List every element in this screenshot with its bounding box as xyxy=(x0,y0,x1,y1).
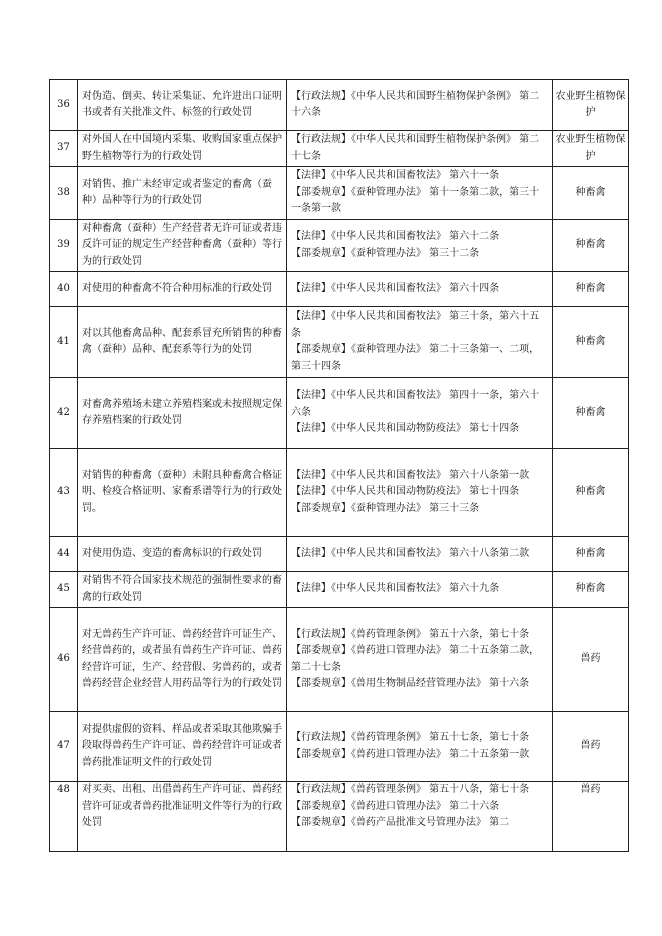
table-row xyxy=(50,712,629,782)
penalty-item: 对外国人在中国境内采集、收购国家重点保护野生植物等行为的行政处罚 xyxy=(78,131,287,167)
penalty-item: 对无兽药生产许可证、兽药经营许可证生产、经营兽药的，或者虽有兽药生产许可证、兽药经营许可证，生产、经营假、劣兽药的，或者兽药经营企业经营人用药品等行为的行政处罚 xyxy=(78,608,287,712)
basis-line: 【部委规章】《兽药进口管理办法》 第二十五条第二款，第二十七条 xyxy=(291,645,540,673)
category: 种畜禽 xyxy=(553,272,629,307)
legal-basis xyxy=(287,272,553,307)
basis-line: 【部委规章】《兽药产品批准文号管理办法》 第二 xyxy=(291,817,510,828)
table-row xyxy=(50,220,629,272)
legal-basis xyxy=(287,307,553,378)
basis-line: 【法律】《中华人民共和国畜牧法》 第四十一条，第六十六条 xyxy=(291,390,540,418)
basis-line: 【行政法规】《兽药管理条例》 第五十六条，第七十条 xyxy=(291,628,530,640)
table-row xyxy=(50,307,629,378)
category: 种畜禽 xyxy=(553,167,629,220)
basis-line: 【部委规章】《兽药进口管理办法》 第二十五条第一款 xyxy=(291,748,530,760)
legal-basis xyxy=(287,712,553,782)
legal-basis xyxy=(287,80,553,131)
penalty-item: 对销售不符合国家技术规范的强制性要求的畜禽的行政处罚 xyxy=(78,572,287,608)
basis-line: 【法律】《中华人民共和国畜牧法》 第三十条，第六十五条 xyxy=(291,311,540,339)
basis-line: 【行政法规】《兽药管理条例》 第五十七条，第七十条 xyxy=(291,732,530,743)
category: 兽药 xyxy=(553,782,629,852)
penalty-item: 对畜禽养殖场未建立养殖档案或未按照规定保存养殖档案的行政处罚 xyxy=(78,378,287,449)
basis-line: 【法律】《中华人民共和国畜牧法》 第六十一条 xyxy=(291,170,500,182)
category: 种畜禽 xyxy=(553,572,629,608)
penalty-item: 对伪造、倒卖、转让采集证、允许进出口证明书或者有关批准文件、标签的行政处罚 xyxy=(78,80,287,131)
penalty-item: 对使用伪造、变造的畜禽标识的行政处罚 xyxy=(78,537,287,572)
basis-line: 【部委规章】《蚕种管理办法》 第二十三条第一、二项，第三十四条 xyxy=(291,344,540,372)
penalty-item: 对使用的种畜禽不符合种用标准的行政处罚 xyxy=(78,272,287,307)
table-row xyxy=(50,608,629,712)
row-number: 48 xyxy=(50,782,78,852)
legal-basis xyxy=(287,220,553,272)
penalty-item: 对以其他畜禽品种、配套系冒充所销售的种畜禽（蚕种）品种、配套系等行为的处罚 xyxy=(78,307,287,378)
penalty-item: 对提供虚假的资料、样品或者采取其他欺骗手段取得兽药生产许可证、兽药经营许可证或者兽药批准证明文件的行政处罚 xyxy=(78,712,287,782)
basis-line: 【部委规章】《蚕种管理办法》 第十一条第二款，第三十一条第一款 xyxy=(291,186,540,215)
row-number: 45 xyxy=(50,572,78,608)
table-row xyxy=(50,272,629,307)
penalty-item: 对销售、推广未经审定或者鉴定的畜禽（蚕种）品种等行为的行政处罚 xyxy=(78,167,287,220)
row-number: 39 xyxy=(50,220,78,272)
category: 农业野生植物保护 xyxy=(553,131,629,167)
basis-line: 【法律】《中华人民共和国畜牧法》 第六十四条 xyxy=(291,282,500,294)
legal-basis xyxy=(287,608,553,712)
basis-line: 【行政法规】《中华人民共和国野生植物保护条例》 第二十六条 xyxy=(291,90,540,118)
penalty-item: 对种畜禽（蚕种）生产经营者无许可证或者违反许可证的规定生产经营种畜禽（蚕种）等行为的行政处罚 xyxy=(78,220,287,272)
legal-basis xyxy=(287,449,553,537)
table-row xyxy=(50,167,629,220)
category: 种畜禽 xyxy=(553,378,629,449)
basis-line: 【行政法规】《中华人民共和国野生植物保护条例》 第二十七条 xyxy=(291,134,540,162)
basis-line: 【部委规章】《兽药进口管理办法》 第二十六条 xyxy=(291,800,500,812)
legal-basis xyxy=(287,167,553,220)
basis-line: 【法律】《中华人民共和国动物防疫法》 第七十四条 xyxy=(291,486,520,498)
row-number: 36 xyxy=(50,80,78,131)
row-number: 43 xyxy=(50,449,78,537)
basis-line: 【部委规章】《蚕种管理办法》 第三十三条 xyxy=(291,502,480,514)
legal-basis xyxy=(287,378,553,449)
row-number: 37 xyxy=(50,131,78,167)
basis-line: 【法律】《中华人民共和国动物防疫法》 第七十四条 xyxy=(291,423,520,435)
legal-basis xyxy=(287,537,553,572)
basis-line: 【行政法规】《兽药管理条例》 第五十八条，第七十条 xyxy=(291,784,530,795)
basis-line: 【法律】《中华人民共和国畜牧法》 第六十二条 xyxy=(291,231,500,242)
category: 兽药 xyxy=(553,712,629,782)
category: 种畜禽 xyxy=(553,449,629,537)
row-number: 46 xyxy=(50,608,78,712)
table-row xyxy=(50,572,629,608)
penalty-item: 对买卖、出租、出借兽药生产许可证、兽药经营许可证或者兽药批准证明文件等行为的行政处罚 xyxy=(78,782,287,852)
row-number: 41 xyxy=(50,307,78,378)
table-row xyxy=(50,378,629,449)
category: 兽药 xyxy=(553,608,629,712)
table-row xyxy=(50,131,629,167)
table-row xyxy=(50,80,629,131)
legal-basis xyxy=(287,131,553,167)
basis-line: 【部委规章】《蚕种管理办法》 第三十二条 xyxy=(291,247,480,259)
category: 种畜禽 xyxy=(553,537,629,572)
table-row xyxy=(50,449,629,537)
row-number: 38 xyxy=(50,167,78,220)
row-number: 42 xyxy=(50,378,78,449)
table-body xyxy=(50,80,629,852)
table-row xyxy=(50,537,629,572)
category: 种畜禽 xyxy=(553,220,629,272)
table-row xyxy=(50,782,629,852)
row-number: 47 xyxy=(50,712,78,782)
regulation-table xyxy=(49,79,629,852)
category: 种畜禽 xyxy=(553,307,629,378)
legal-basis xyxy=(287,782,553,852)
basis-line: 【法律】《中华人民共和国畜牧法》 第六十九条 xyxy=(291,583,500,595)
row-number: 40 xyxy=(50,272,78,307)
row-number: 44 xyxy=(50,537,78,572)
legal-basis xyxy=(287,572,553,608)
penalty-item: 对销售的种畜禽（蚕种）未附具种畜禽合格证明、检疫合格证明、家畜系谱等行为的行政处罚。 xyxy=(78,449,287,537)
basis-line: 【法律】《中华人民共和国畜牧法》 第六十八条第一款 xyxy=(291,469,530,481)
basis-line: 【部委规章】《兽用生物制品经营管理办法》 第十六条 xyxy=(291,678,530,689)
category: 农业野生植物保护 xyxy=(553,80,629,131)
basis-line: 【法律】《中华人民共和国畜牧法》 第六十八条第二款 xyxy=(291,547,530,559)
